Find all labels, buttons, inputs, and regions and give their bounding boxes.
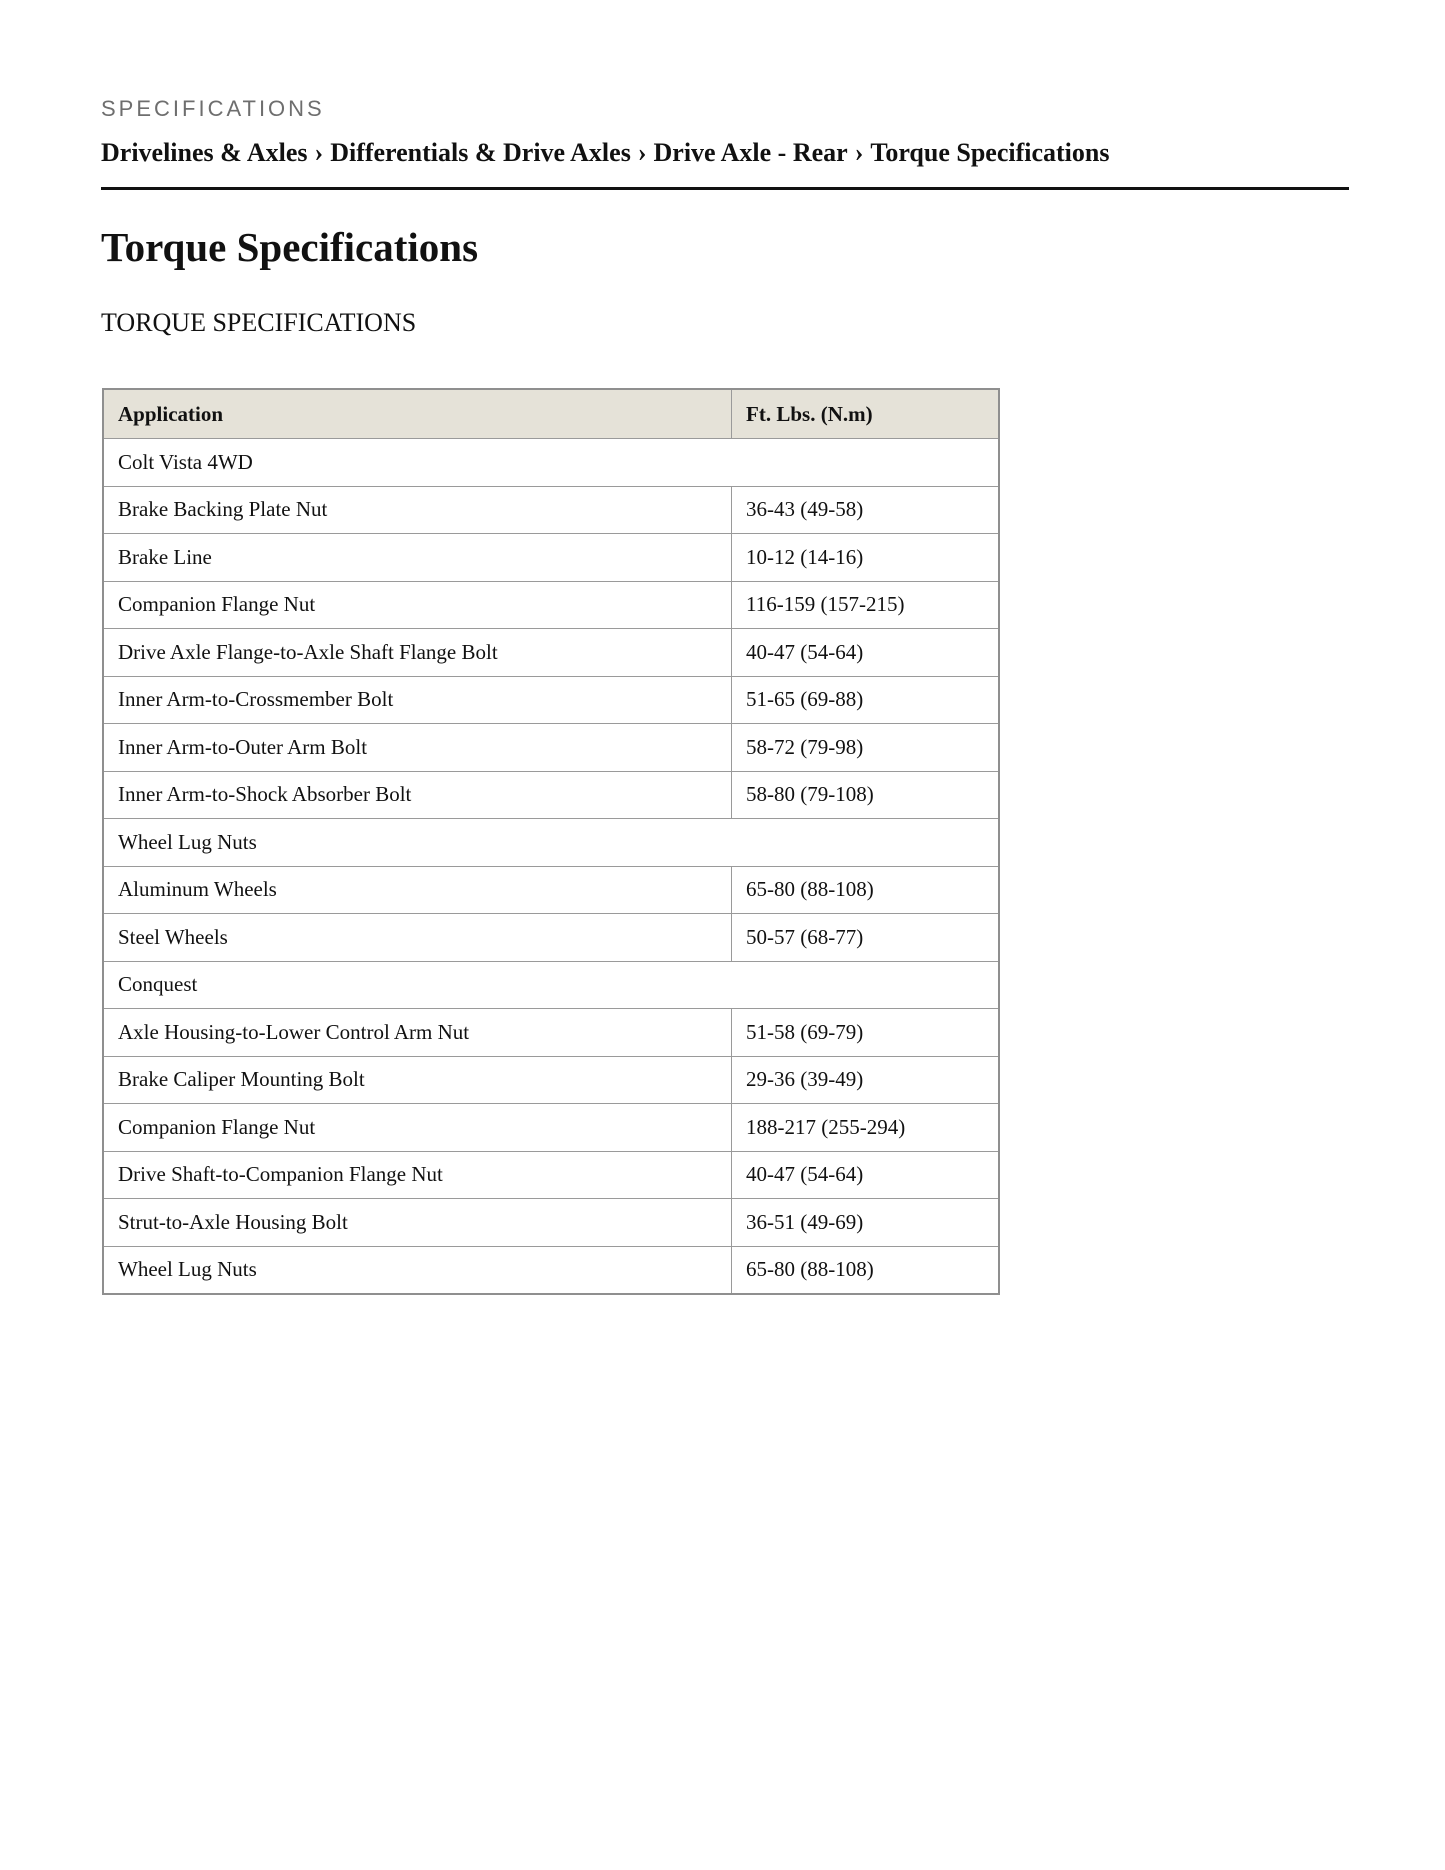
torque-value-cell: 188-217 (255-294) [732, 1104, 999, 1152]
table-row [103, 1246, 999, 1294]
application-cell: Companion Flange Nut [103, 1104, 732, 1152]
table-row [103, 1104, 999, 1152]
section-label: SPECIFICATIONS [101, 96, 325, 121]
application-cell: Brake Backing Plate Nut [103, 486, 732, 534]
table-row [103, 914, 999, 962]
table-row [103, 581, 999, 629]
torque-value-cell: 29-36 (39-49) [732, 1056, 999, 1104]
table-row [103, 534, 999, 582]
table-row [103, 1009, 999, 1057]
torque-value-cell: 58-80 (79-108) [732, 771, 999, 819]
application-cell: Brake Line [103, 534, 732, 582]
application-cell: Wheel Lug Nuts [103, 1246, 732, 1294]
group-name: Conquest [103, 961, 999, 1009]
torque-value-cell: 116-159 (157-215) [732, 581, 999, 629]
table-row [103, 866, 999, 914]
torque-value-cell: 51-58 (69-79) [732, 1009, 999, 1057]
table-row [103, 676, 999, 724]
application-cell: Axle Housing-to-Lower Control Arm Nut [103, 1009, 732, 1057]
column-header-torque: Ft. Lbs. (N.m) [732, 389, 999, 439]
section-heading: TORQUE SPECIFICATIONS [101, 308, 417, 337]
application-cell: Inner Arm-to-Crossmember Bolt [103, 676, 732, 724]
table-row [103, 724, 999, 772]
torque-value-cell: 51-65 (69-88) [732, 676, 999, 724]
torque-value-cell: 36-51 (49-69) [732, 1199, 999, 1247]
torque-spec-table [102, 388, 1000, 1295]
application-cell: Strut-to-Axle Housing Bolt [103, 1199, 732, 1247]
column-header-application: Application [103, 389, 732, 439]
table-subgroup-row [103, 819, 999, 867]
torque-value-cell: 40-47 (54-64) [732, 629, 999, 677]
torque-value-cell: 65-80 (88-108) [732, 1246, 999, 1294]
torque-value-cell: 36-43 (49-58) [732, 486, 999, 534]
torque-value-cell: 58-72 (79-98) [732, 724, 999, 772]
breadcrumb-item[interactable]: Drive Axle - Rear [653, 138, 848, 167]
subgroup-name: Wheel Lug Nuts [103, 819, 999, 867]
breadcrumb-separator: › [314, 138, 324, 167]
header-divider [101, 187, 1349, 190]
table-group-row [103, 439, 999, 487]
breadcrumb-separator: › [637, 138, 647, 167]
torque-value-cell: 40-47 (54-64) [732, 1151, 999, 1199]
table-row [103, 486, 999, 534]
table-row [103, 1056, 999, 1104]
breadcrumb-item-current: Torque Specifications [870, 138, 1110, 167]
table-header-row [103, 389, 999, 439]
breadcrumb-separator: › [854, 138, 864, 167]
breadcrumb-item[interactable]: Drivelines & Axles [101, 138, 308, 167]
torque-value-cell: 50-57 (68-77) [732, 914, 999, 962]
application-cell: Drive Shaft-to-Companion Flange Nut [103, 1151, 732, 1199]
table-row [103, 629, 999, 677]
application-cell: Companion Flange Nut [103, 581, 732, 629]
application-cell: Steel Wheels [103, 914, 732, 962]
table-row [103, 771, 999, 819]
table-group-row [103, 961, 999, 1009]
application-cell: Aluminum Wheels [103, 866, 732, 914]
application-cell: Drive Axle Flange-to-Axle Shaft Flange Bolt [103, 629, 732, 677]
application-cell: Inner Arm-to-Outer Arm Bolt [103, 724, 732, 772]
torque-value-cell: 10-12 (14-16) [732, 534, 999, 582]
application-cell: Inner Arm-to-Shock Absorber Bolt [103, 771, 732, 819]
application-cell: Brake Caliper Mounting Bolt [103, 1056, 732, 1104]
breadcrumb [101, 138, 1109, 168]
table-row [103, 1199, 999, 1247]
group-name: Colt Vista 4WD [103, 439, 999, 487]
torque-value-cell: 65-80 (88-108) [732, 866, 999, 914]
page-title: Torque Specifications [101, 224, 479, 270]
breadcrumb-item[interactable]: Differentials & Drive Axles [330, 138, 631, 167]
table-row [103, 1151, 999, 1199]
